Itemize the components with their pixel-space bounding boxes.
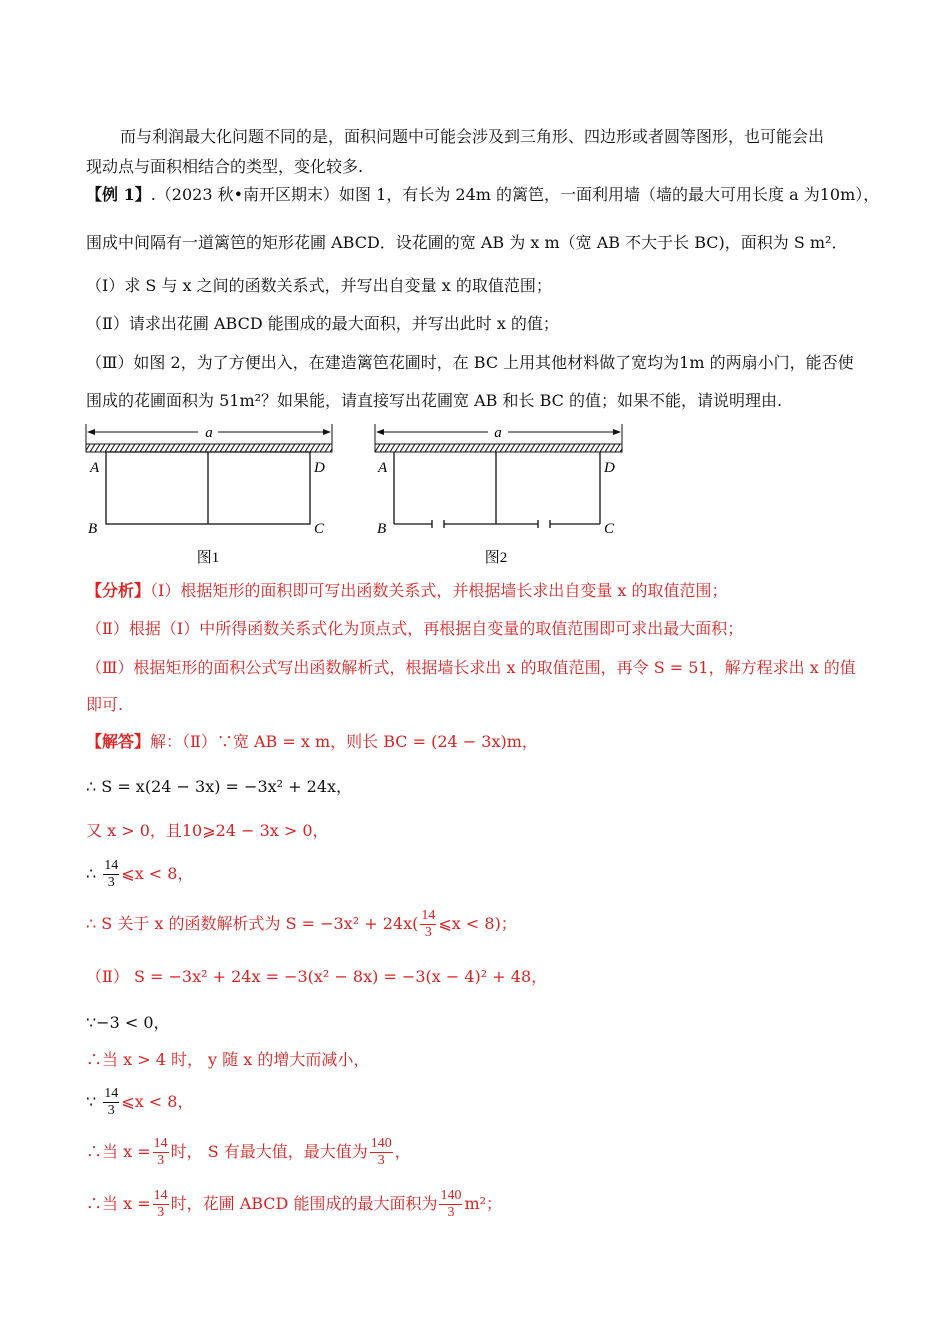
solution-s3: 又 x > 0，且10⩾24 − 3x > 0， <box>86 821 329 840</box>
analysis-p3-line-2: 即可. <box>86 695 124 714</box>
solution-s2: ∴ S = x(24 − 3x) = −3x² + 24x， <box>86 777 353 796</box>
intro-line-2: 现动点与面积相结合的类型，变化较多. <box>86 157 364 176</box>
figure-2 <box>375 424 622 566</box>
vertex-a: A <box>378 460 388 476</box>
solution-s7: ∵−3 < 0， <box>86 1013 170 1032</box>
fraction-14-3: $\frac{14}{3}$ <box>104 1086 119 1118</box>
analysis-p1: （Ⅰ）根据矩形的面积即可写出函数关系式，并根据墙长求出自变量 x 的取值范围； <box>150 581 728 600</box>
wall <box>375 444 622 452</box>
solution-line-1 <box>86 731 538 753</box>
solution-s10: ∴当 x = $\frac{14}{3}$ 时， S 有最大值，最大值为 $\frac{140}{3}$ ， <box>86 1136 411 1168</box>
fraction-14-3: $\frac{14}{3}$ <box>153 1136 168 1168</box>
analysis-p2: （Ⅱ）根据（Ⅰ）中所得函数关系式化为顶点式，再根据自变量的取值范围即可求出最大面积； <box>86 619 744 638</box>
figure-1 <box>86 424 332 566</box>
figure-1-caption: 图1 <box>196 550 220 566</box>
solution-s1: 解：（Ⅱ）∵宽 AB = x m，则长 BC = (24 − 3x)m， <box>150 732 538 751</box>
fraction-14-3: $\frac{14}{3}$ <box>153 1188 168 1220</box>
question-3-line-1: （Ⅲ）如图 2，为了方便出入，在建造篱笆花圃时，在 BC 上用其他材料做了宽均为1m 的两扇小门，能否使 <box>86 353 854 372</box>
figure-2-caption: 图2 <box>484 550 508 566</box>
wall-length-label: a <box>205 425 213 441</box>
fraction-14-3: $\frac{14}{3}$ <box>421 908 436 940</box>
vertex-a: A <box>90 460 100 476</box>
solution-s11: ∴当 x = $\frac{14}{3}$ 时，花圃 ABCD 能围成的最大面积为 $\frac{140}{3}$ m²； <box>86 1188 503 1220</box>
vertex-b: B <box>377 521 387 537</box>
question-1: （Ⅰ）求 S 与 x 之间的函数关系式，并写出自变量 x 的取值范围； <box>86 276 552 295</box>
example-source: .（2023 秋•南开区期末）如图 1，有长为 24m 的篱笆，一面利用墙（墙的最大可用长度 a 为10m）， <box>150 185 880 204</box>
analysis-p1-line <box>86 580 728 602</box>
vertex-b: B <box>88 521 98 537</box>
solution-s5: ∴ S 关于 x 的函数解析式为 S = −3x² + 24x( $\frac{14}{3}$ ⩽x < 8)； <box>86 908 517 940</box>
question-3-line-2: 围成的花圃面积为 51m²？如果能，请直接写出花圃宽 AB 和长 BC 的值；如果不能，请说明理由. <box>86 391 783 410</box>
intro-line-1: 而与利润最大化问题不同的是，面积问题中可能会涉及到三角形、四边形或者圆等图形，也可能会出 <box>120 127 825 146</box>
solution-s4: ∴ $\frac{14}{3}$ ⩽x < 8， <box>86 858 194 890</box>
example-line-2: 围成中间隔有一道篱笆的矩形花圃 ABCD．设花圃的宽 AB 为 x m（宽 AB 不大于长 BC)，面积为 S m²． <box>86 233 848 252</box>
solution-s8: ∴当 x > 4 时， y 随 x 的增大而减小， <box>86 1050 370 1069</box>
wall-length-label: a <box>494 425 502 441</box>
vertex-d: D <box>604 460 615 476</box>
fraction-140-3: $\frac{140}{3}$ <box>370 1136 392 1168</box>
fraction-14-3: $\frac{14}{3}$ <box>104 858 119 890</box>
vertex-d: D <box>314 460 325 476</box>
question-2: （Ⅱ）请求出花圃 ABCD 能围成的最大面积，并写出此时 x 的值； <box>86 314 559 333</box>
analysis-p3-line-1: （Ⅲ）根据矩形的面积公式写出函数解析式，根据墙长求出 x 的取值范围，再令 S = 51，解方程求出 x 的值 <box>86 658 856 677</box>
vertex-c: C <box>314 521 325 537</box>
figures <box>0 420 950 570</box>
example-label: 【例 1】 <box>86 185 151 204</box>
example-source-line <box>86 184 879 206</box>
analysis-label: 【分析】 <box>86 581 151 600</box>
solution-s6: （Ⅱ） S = −3x² + 24x = −3(x² − 8x) = −3(x − 4)² + 48， <box>86 967 548 986</box>
wall <box>86 444 332 452</box>
solution-s9: ∵ $\frac{14}{3}$ ⩽x < 8， <box>86 1086 194 1118</box>
solution-label: 【解答】 <box>86 732 151 751</box>
vertex-c: C <box>604 521 615 537</box>
fraction-140-3: $\frac{140}{3}$ <box>440 1188 462 1220</box>
